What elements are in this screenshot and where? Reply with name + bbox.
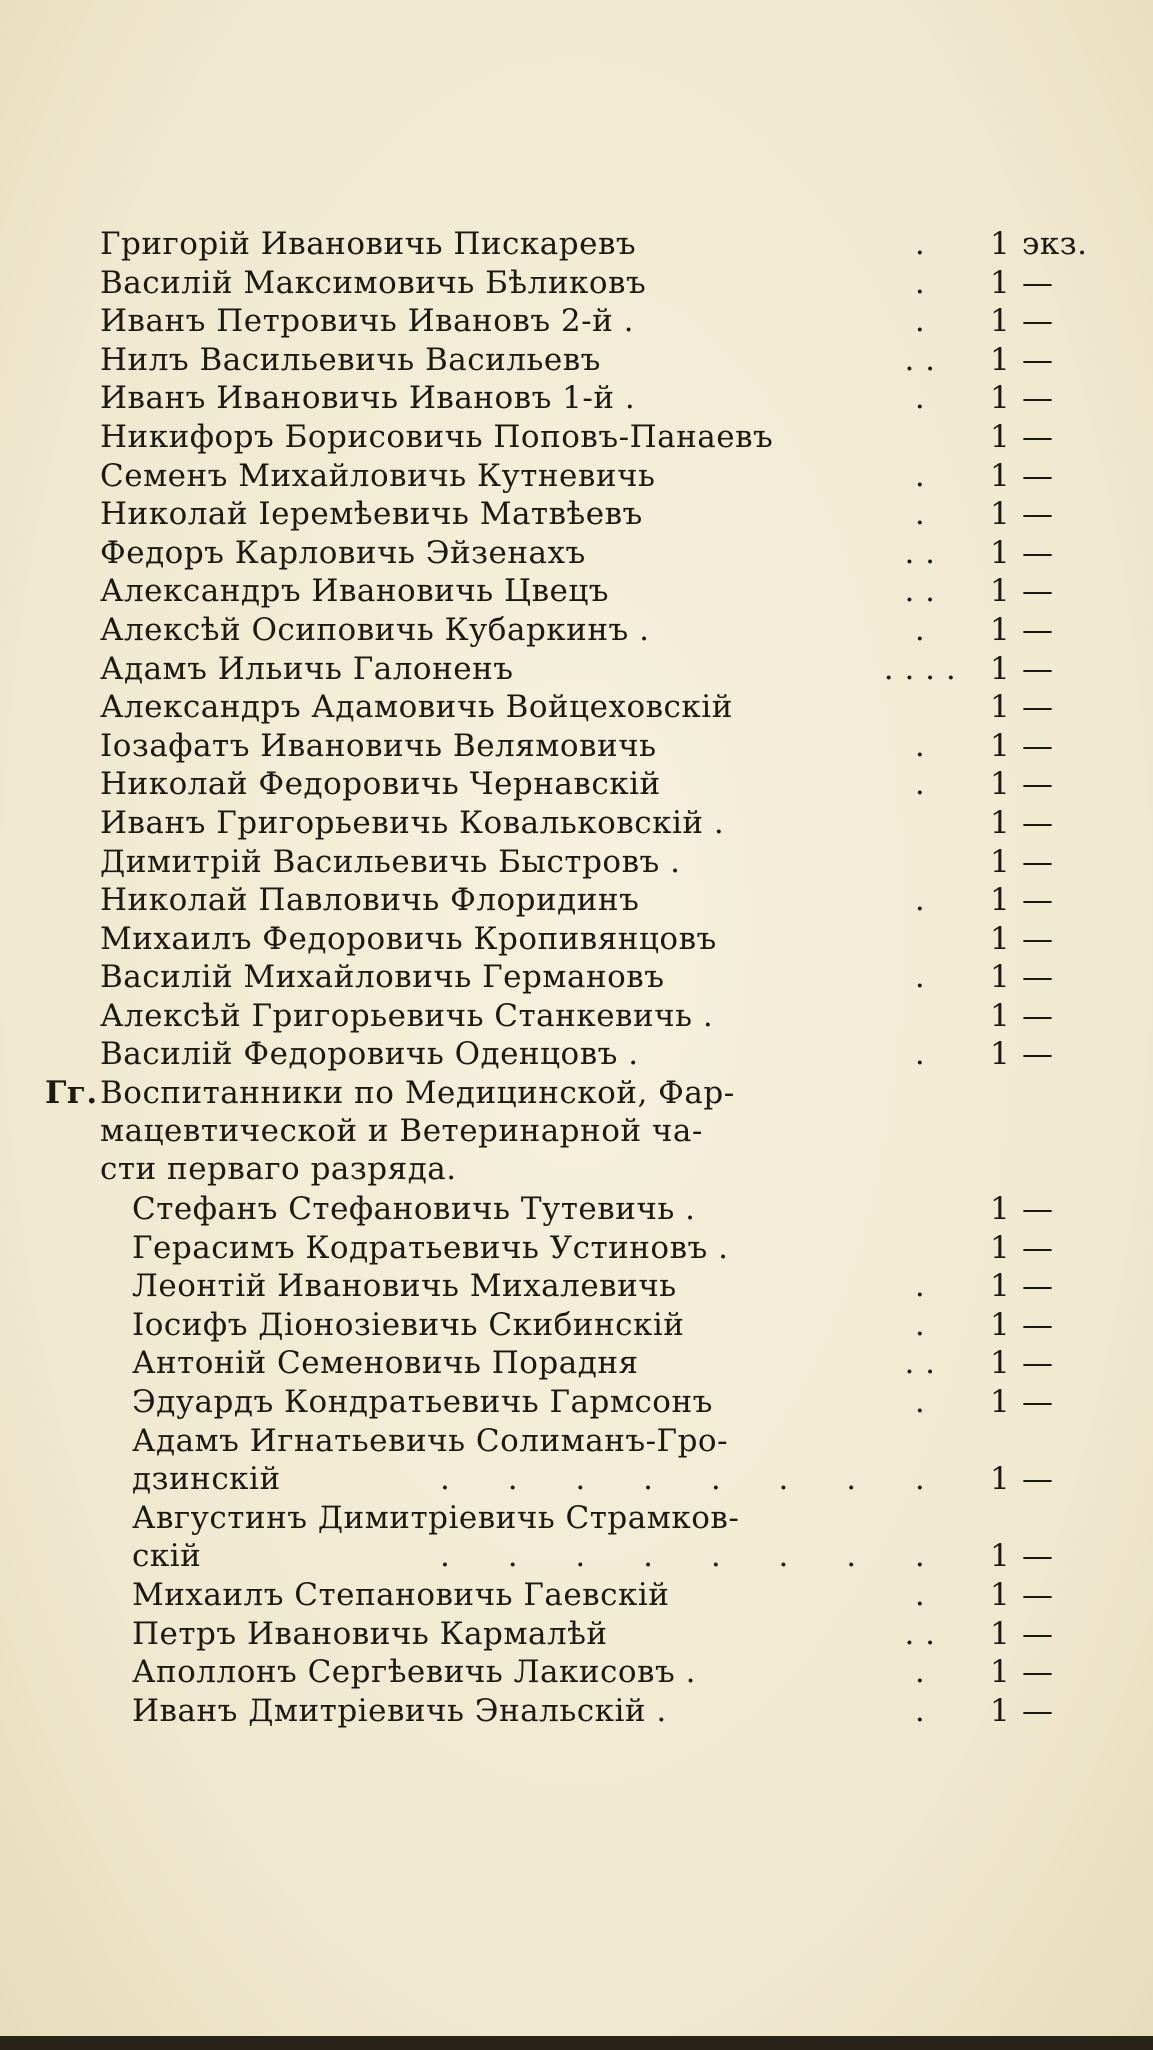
copy-unit: — [1022,804,1054,841]
list-item [100,418,1054,457]
subscriber-name: Герасимъ Кодратьевичь Устиновъ . [132,1229,729,1266]
subscriber-name: Николай Павловичь Флоридинъ [100,882,640,919]
list-item [100,765,1054,804]
copy-unit: — [1022,1461,1054,1498]
list-item [100,688,1054,727]
leader-dots: . [914,1577,926,1613]
list-item [100,302,1054,341]
subscriber-name: Іосифъ Діонозіевичь Скибинскій [132,1306,685,1343]
section-heading-line: мацевтической и Ветеринарной ча- [100,1113,703,1150]
copy-unit: — [1022,920,1054,957]
leader-dots: . . [904,1345,936,1382]
copy-count: 1 [990,226,1011,262]
copy-count: 1 [990,496,1011,533]
subscriber-name: Иванъ Петровичь Ивановъ 2-й . [100,303,634,340]
copy-count: 1 [990,1384,1011,1421]
copy-unit: — [1022,1036,1054,1073]
copy-unit: — [1022,650,1054,687]
leader-dots: . [914,226,926,262]
leader-dots: . [914,727,926,764]
list-item-continuation [100,1537,1054,1576]
list-item [100,264,1054,303]
copy-count: 1 [990,1036,1011,1073]
copy-count: 1 [990,534,1011,571]
leader-dots: . [914,1306,926,1343]
copy-count: 1 [990,1654,1011,1691]
list-item-continuation [100,1460,1054,1499]
list-item [100,727,1054,766]
subscriber-name: Леонтій Ивановичь Михалевичь [132,1268,677,1305]
subscriber-name: Августинъ Димитріевичь Страмков- [132,1499,740,1536]
list-item [100,495,1054,534]
leader-dots: . [914,1654,926,1691]
subscriber-name: Нилъ Васильевичь Васильевъ [100,341,601,378]
copy-count: 1 [990,689,1011,726]
copy-count: 1 [990,727,1011,764]
copy-count: 1 [990,1615,1011,1652]
leader-dots: . [914,1384,926,1421]
subscriber-name: Михаилъ Федоровичь Кропивянцовъ [100,920,717,957]
leader-dots: . . [904,534,936,571]
copy-unit: — [1022,1345,1054,1382]
leader-dots: . [914,303,926,340]
subscriber-name: Іозафатъ Ивановичь Велямовичь [100,727,657,764]
leader-dots: . [914,1461,926,1498]
copy-unit: — [1022,457,1054,494]
list-item [100,1576,1054,1615]
copy-count: 1 [990,882,1011,919]
list-item [100,650,1054,689]
subscriber-name: Алексѣй Григорьевичь Станкевичь . [100,997,714,1034]
leader-dots: . [914,457,926,494]
copy-unit: — [1022,1538,1054,1575]
subscriber-name: Иванъ Дмитріевичь Энальскій . [132,1692,667,1729]
copy-count: 1 [990,1191,1011,1228]
copy-unit: — [1022,843,1054,880]
list-item [100,1692,1054,1731]
copy-count: 1 [990,959,1011,996]
copy-unit: — [1022,1692,1054,1729]
section-prefix: Гг. [45,1075,98,1112]
subscriber-name: Семенъ Михайловичь Кутневичь [100,457,656,494]
list-item [100,1383,1054,1422]
copy-unit: — [1022,689,1054,726]
copy-count: 1 [990,804,1011,841]
list-item [100,457,1054,496]
subscriber-name: Аполлонъ Сергѣевичь Лакисовъ . [132,1654,696,1691]
copy-count: 1 [990,1345,1011,1382]
subscriber-name: Иванъ Григорьевичь Ковальковскій . [100,804,725,841]
subscriber-name: Николай Федоровичь Чернавскій [100,766,661,803]
subscriber-list [45,225,1088,1730]
copy-count: 1 [990,264,1011,301]
subscriber-name: Никифоръ Борисовичь Поповъ-Панаевъ [100,418,774,455]
leader-dots: . [914,882,926,919]
copy-unit: — [1022,766,1054,803]
subscriber-name: Василій Максимовичь Бѣликовъ [100,264,647,301]
list-item [100,1344,1054,1383]
leader-dots: . . [904,573,936,610]
subscriber-name: Адамъ Игнатьевичь Солиманъ-Гро- [132,1422,729,1459]
list-item [100,1306,1054,1345]
subscriber-name: Александръ Адамовичь Войцеховскій [100,689,733,726]
list-item [100,804,1054,843]
copy-unit: — [1022,1384,1054,1421]
copy-unit: — [1022,496,1054,533]
copy-unit: — [1022,264,1054,301]
list-item [100,1035,1054,1074]
copy-unit: — [1022,534,1054,571]
copy-unit: — [1022,380,1054,417]
list-item [100,1615,1054,1654]
leader-dots: . [914,1538,926,1575]
leader-dots: . . . . [883,650,957,687]
list-item [100,1653,1054,1692]
list-item [100,572,1054,611]
copy-count: 1 [990,650,1011,687]
copy-unit: — [1022,1191,1054,1228]
leader-dots: . . [904,341,936,378]
leader-dots: . [914,1692,926,1729]
subscriber-name: Александръ Ивановичь Цвецъ [100,573,610,610]
copy-unit: — [1022,303,1054,340]
copy-unit: — [1022,573,1054,610]
copy-count: 1 [990,997,1011,1034]
list-item [100,843,1054,882]
leader-dots: . . [904,1615,936,1652]
list-item [100,1229,1054,1268]
leader-dots: . [914,1268,926,1305]
list-item-wrapped [100,1499,1030,1538]
subscriber-name: Адамъ Ильичь Галоненъ [100,650,514,687]
copy-unit: — [1022,1306,1054,1343]
copy-unit: — [1022,1654,1054,1691]
section-heading-line: сти перваго разряда. [100,1151,457,1188]
copy-count: 1 [990,1577,1011,1613]
subscriber-name: Василій Федоровичь Оденцовъ . [100,1036,639,1073]
list-item [100,920,1054,959]
copy-count: 1 [990,843,1011,880]
copy-unit: — [1022,1615,1054,1652]
subscriber-name: Димитрій Васильевичь Быстровъ . [100,843,681,880]
copy-count: 1 [990,766,1011,803]
list-item [100,1190,1054,1229]
subscriber-name-continuation: дзинскій [132,1461,281,1498]
subscriber-name: Стефанъ Стефановичь Тутевичь . [132,1191,696,1228]
copy-count: 1 [990,1538,1011,1575]
copy-unit: — [1022,1577,1054,1613]
list-item-wrapped [100,1422,1030,1461]
section-heading-line: Воспитанники по Медицинской, Фар- [100,1075,735,1112]
copy-unit: — [1022,997,1054,1034]
subscriber-name: Николай Іеремѣевичь Матвѣевъ [100,496,643,533]
copy-count: 1 [990,457,1011,494]
copy-count: 1 [990,1692,1011,1729]
leader-dots: . [914,380,926,417]
copy-count: 1 [990,611,1011,648]
list-item [100,958,1054,997]
leader-dots: . [914,766,926,803]
copy-unit: — [1022,341,1054,378]
leader-dots: . [914,264,926,301]
copy-unit: — [1022,959,1054,996]
page-edge [0,2036,1153,2050]
leader-dots: . [914,496,926,533]
subscriber-name: Алексѣй Осиповичь Кубаркинъ . [100,611,650,648]
copy-count: 1 [990,1229,1011,1266]
copy-count: 1 [990,920,1011,957]
subscriber-name: Антоній Семеновичь Порадня [132,1345,639,1382]
list-item [100,997,1054,1036]
copy-unit: экз. [1022,226,1088,262]
copy-unit: — [1022,611,1054,648]
copy-count: 1 [990,1461,1011,1498]
list-item [100,534,1054,573]
copy-count: 1 [990,1268,1011,1305]
subscriber-name: Григорій Ивановичь Пискаревъ [100,226,637,262]
leader-dots: . [914,959,926,996]
copy-count: 1 [990,418,1011,455]
subscriber-name: Иванъ Ивановичь Ивановъ 1-й . [100,380,636,417]
subscriber-name: Эдуардъ Кондратьевичь Гармсонъ [132,1384,713,1421]
copy-unit: — [1022,727,1054,764]
copy-count: 1 [990,380,1011,417]
subscriber-name: Федоръ Карловичь Эйзенахъ [100,534,586,571]
leader-dots: . [914,611,926,648]
copy-count: 1 [990,341,1011,378]
copy-unit: — [1022,418,1054,455]
leader-dots: . . . . . . . [440,1461,881,1498]
list-item [100,1267,1054,1306]
copy-count: 1 [990,1306,1011,1343]
list-item [100,611,1054,650]
leader-dots: . [914,1036,926,1073]
list-item [100,225,1088,264]
list-item [100,379,1054,418]
copy-unit: — [1022,1229,1054,1266]
copy-unit: — [1022,882,1054,919]
copy-count: 1 [990,573,1011,610]
copy-count: 1 [990,303,1011,340]
leader-dots: . . . . . . . [440,1538,881,1575]
list-item [100,341,1054,380]
section-heading [45,1074,1030,1190]
copy-unit: — [1022,1268,1054,1305]
subscriber-name-continuation: скій [132,1538,202,1575]
subscriber-name: Василій Михайловичь Германовъ [100,959,665,996]
subscriber-name: Петръ Ивановичь Кармалѣй [132,1615,608,1652]
list-item [100,881,1054,920]
subscriber-name: Михаилъ Степановичь Гаевскій [132,1577,670,1613]
